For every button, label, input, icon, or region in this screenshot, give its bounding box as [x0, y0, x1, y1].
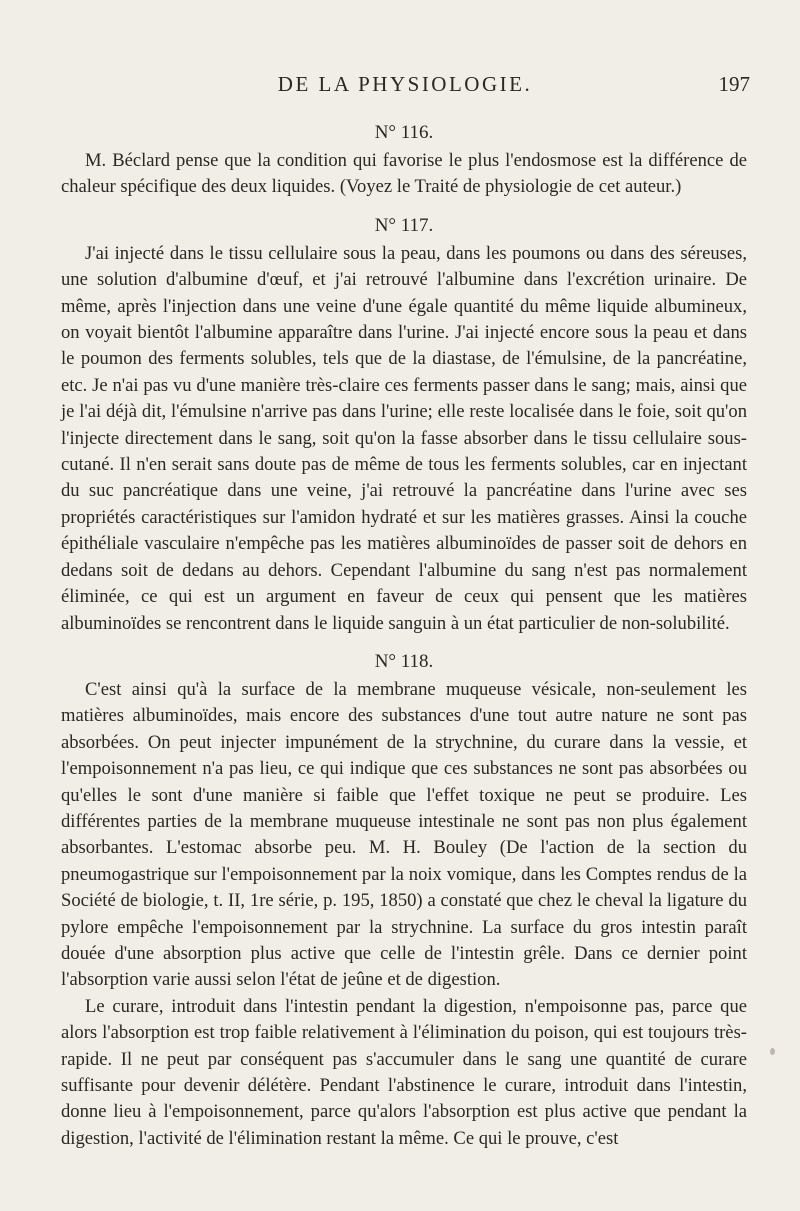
- page-number: 197: [718, 72, 750, 96]
- paragraph-116: M. Béclard pense que la condition qui favorise le plus l'endosmose est la différence de chaleur spécifique des deux liquides. (Voyez le Traité de physiologie de cet auteur.): [61, 150, 747, 198]
- paragraph-118-b: Le curare, introduit dans l'intestin pendant la digestion, n'empoisonne pas, parce que alors l'absorption est trop faible relativement à l'élimination du poison, qui est toujours très-rapide. Il ne peut par conséquent pas s'accumuler dans le sang une quantité de curare suffisante pour devenir délétère. Pendant l'abstinence le curare, introduit dans l'intestin, donne lieu à l'empoisonnement, parce qu'alors l'absorption est plus active que pendant la digestion, l'activité de l'élimination restant la même. Ce qui le prouve, c'est: [61, 995, 747, 1149]
- margin-speck: [770, 1048, 775, 1055]
- paragraph-117: J'ai injecté dans le tissu cellulaire sous la peau, dans les poumons ou dans des séreuses, une solution d'albumine d'œuf, et j'ai retrouvé l'albumine dans l'excrétion urinaire. De même, après l'injection dans une veine d'une égale quantité du même liquide albumineux, on voyait bientôt l'albumine apparaître dans l'urine. J'ai injecté encore sous la peau et dans le poumon des ferments solubles, tels que de la diastase, de l'émulsine, de la pancréatine, etc. Je n'ai pas vu d'une manière très-claire ces ferments passer dans le sang; mais, ainsi que je l'ai déjà dit, l'émulsine n'arrive pas dans l'urine; elle reste localisée dans le foie, soit qu'on l'injecte directement dans le sang, soit qu'on la fasse absorber dans le tissu cellulaire sous-cutané. Il n'en serait sans doute pas de même de tous les ferments solubles, car en injectant du suc pancréatique dans une veine, j'ai retrouvé la pancréatine dans l'urine avec ses propriétés caractéristiques sur l'amidon hydraté et sur les matières grasses. Ainsi la couche épithéliale vasculaire n'empêche pas les matières albuminoïdes de passer soit de dehors en dedans soit de dedans au dehors. Cependant l'albumine du sang n'est pas normalement éliminée, ce qui est un argument en faveur de ceux qui pensent que les matières albuminoïdes se rencontrent dans le liquide sanguin à un état particulier de non-solubilité.: [61, 242, 747, 634]
- section-number-116: N° 116.: [374, 122, 434, 143]
- section-number-118: N° 118.: [374, 650, 434, 672]
- section-number-117: N° 117.: [374, 214, 434, 236]
- running-title: DE LA PHYSIOLOGIE.: [277, 72, 533, 96]
- page-body: [61, 118, 747, 1152]
- page-header: [60, 72, 750, 102]
- paragraph-118-a: C'est ainsi qu'à la surface de la membrane muqueuse vésicale, non-seulement les matières albuminoïdes, mais encore des substances d'une tout autre nature ne sont pas absorbées. On peut injecter impunément de la strychnine, du curare dans la vessie, et l'empoisonnement n'a pas lieu, ce qui indique que ces substances ne sont pas absorbées ou qu'elles le sont d'une manière si faible que l'effet toxique ne peut se produire. Les différentes parties de la membrane muqueuse intestinale ne sont pas non plus également absorbantes. L'estomac absorbe peu. M. H. Bouley (De l'action de la section du pneumogastrique sur l'empoisonnement par la noix vomique, dans les Comptes rendus de la Société de biologie, t. II, 1re série, p. 195, 1850) a constaté que chez le cheval la ligature du pylore empêche l'empoisonnement par la strychnine. La surface du gros intestin paraît douée d'une absorption plus active que celle de l'intestin grêle. Dans ce dernier point l'absorption varie aussi selon l'état de jeûne et de digestion.: [61, 678, 747, 991]
